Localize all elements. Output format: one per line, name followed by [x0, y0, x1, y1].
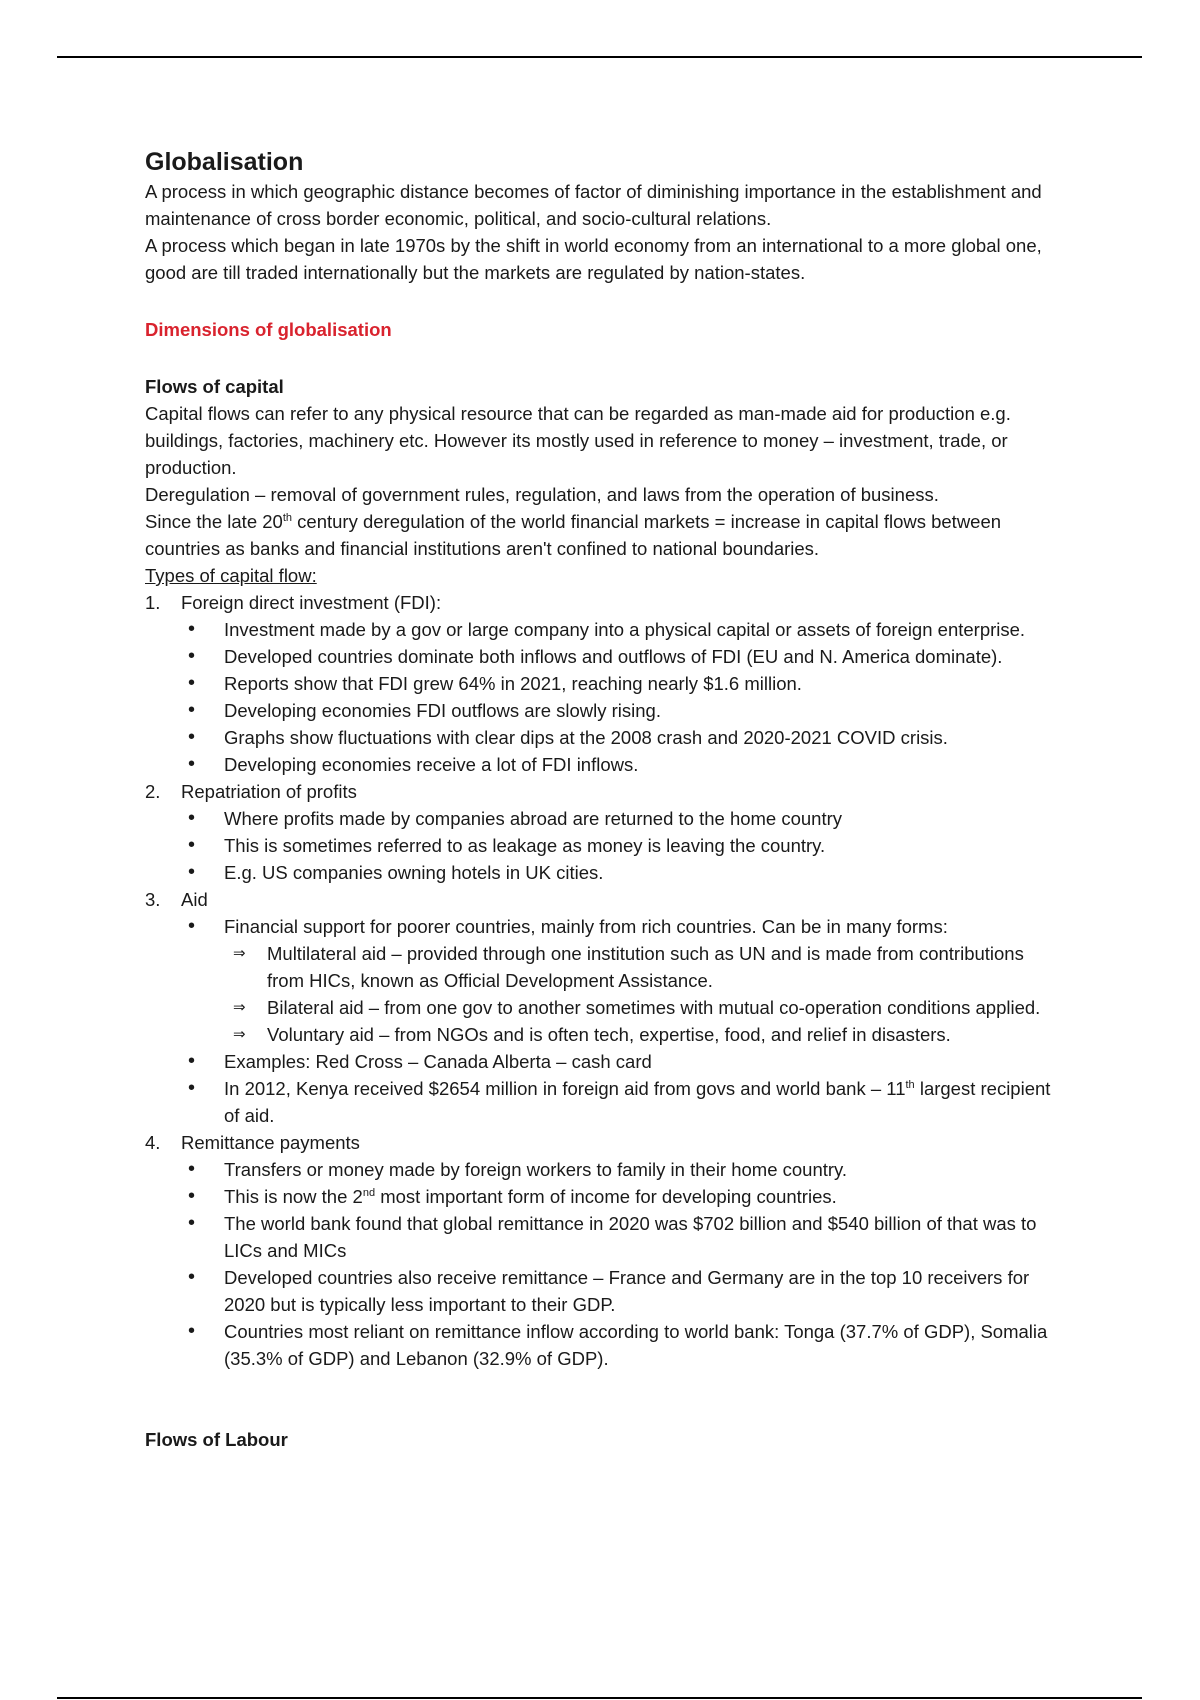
remittance-bullet-list: [145, 1156, 1055, 1372]
arrow-list-item: ⇒ Multilateral aid – provided through one institution such as UN and is made from contributions from HICs, known as Official Development Assistance.: [267, 940, 1055, 994]
list-item: • E.g. US companies owning hotels in UK cities.: [224, 859, 1055, 886]
list-item: • Where profits made by companies abroad are returned to the home country: [224, 805, 1055, 832]
aid-forms-arrow-list: [224, 940, 1055, 1048]
list-item: • This is sometimes referred to as leakage as money is leaving the country.: [224, 832, 1055, 859]
capital-paragraph-1: Capital flows can refer to any physical resource that can be regarded as man-made aid for production e.g. buildings, factories, machinery etc. However its mostly used in reference to money – investment, trade, or production.: [145, 403, 1011, 478]
capital-paragraph-2: Deregulation – removal of government rules, regulation, and laws from the operation of business.: [145, 484, 939, 505]
document-body: [145, 146, 1055, 1453]
aid-bullet-list: [145, 913, 1055, 1129]
intro-paragraph-1: A process in which geographic distance becomes of factor of diminishing importance in the establishment and maintenance of cross border economic, political, and socio-cultural relations.: [145, 181, 1042, 229]
footer-rule: [57, 1697, 1142, 1699]
numbered-item-fdi: 1. Foreign direct investment (FDI):: [145, 592, 442, 613]
list-item: • Financial support for poorer countries, mainly from rich countries. Can be in many forms: ⇒ Multilateral aid – provided through one institution such as UN and is made from contributions from HICs, known as Official Development Assistance. ⇒ Bilateral aid – from one gov to another sometimes with mutual co-operation conditions applied. ⇒ Voluntary aid – from NGOs and is often tech, expertise, food, and relief in disasters.: [224, 913, 1055, 1048]
arrow-list-item: ⇒ Voluntary aid – from NGOs and is often tech, expertise, food, and relief in disasters.: [267, 1021, 1055, 1048]
page-title: Globalisation: [145, 148, 304, 176]
section-heading-dimensions: Dimensions of globalisation: [145, 319, 392, 340]
numbered-item-repatriation: 2. Repatriation of profits: [145, 781, 357, 802]
list-item: • Transfers or money made by foreign workers to family in their home country.: [224, 1156, 1055, 1183]
numbered-item-aid: 3. Aid: [145, 889, 208, 910]
list-item: • Countries most reliant on remittance inflow according to world bank: Tonga (37.7% of GDP), Somalia (35.3% of GDP) and Lebanon (32.9% of GDP).: [224, 1318, 1055, 1372]
fdi-bullet-list: [145, 616, 1055, 778]
list-item: • This is now the 2nd most important form of income for developing countries.: [224, 1183, 1055, 1210]
list-item: • Developed countries also receive remittance – France and Germany are in the top 10 receivers for 2020 but is typically less important to their GDP.: [224, 1264, 1055, 1318]
list-item: • Investment made by a gov or large company into a physical capital or assets of foreign enterprise.: [224, 616, 1055, 643]
list-item: • Developing economies FDI outflows are slowly rising.: [224, 697, 1055, 724]
types-of-capital-flow-label: Types of capital flow:: [145, 565, 317, 586]
subheading-flows-of-labour: Flows of Labour: [145, 1429, 288, 1450]
subheading-flows-of-capital: Flows of capital: [145, 376, 284, 397]
list-item: • Developing economies receive a lot of FDI inflows.: [224, 751, 1055, 778]
arrow-list-item: ⇒ Bilateral aid – from one gov to another sometimes with mutual co-operation conditions applied.: [267, 994, 1055, 1021]
header-rule: [57, 56, 1142, 58]
intro-paragraph-2: A process which began in late 1970s by the shift in world economy from an international to a more global one, good are till traded internationally but the markets are regulated by nation-states.: [145, 235, 1042, 283]
capital-paragraph-3: Since the late 20th century deregulation of the world financial markets = increase in capital flows between countries as banks and financial institutions aren't confined to national boundaries.: [145, 511, 1002, 559]
numbered-item-remittance: 4. Remittance payments: [145, 1132, 360, 1153]
list-item: • Developed countries dominate both inflows and outflows of FDI (EU and N. America dominate).: [224, 643, 1055, 670]
list-item: • Reports show that FDI grew 64% in 2021, reaching nearly $1.6 million.: [224, 670, 1055, 697]
list-item: • Examples: Red Cross – Canada Alberta – cash card: [224, 1048, 1055, 1075]
list-item: • Graphs show fluctuations with clear dips at the 2008 crash and 2020-2021 COVID crisis.: [224, 724, 1055, 751]
list-item: • The world bank found that global remittance in 2020 was $702 billion and $540 billion of that was to LICs and MICs: [224, 1210, 1055, 1264]
repatriation-bullet-list: [145, 805, 1055, 886]
list-item: • In 2012, Kenya received $2654 million in foreign aid from govs and world bank – 11th largest recipient of aid.: [224, 1075, 1055, 1129]
